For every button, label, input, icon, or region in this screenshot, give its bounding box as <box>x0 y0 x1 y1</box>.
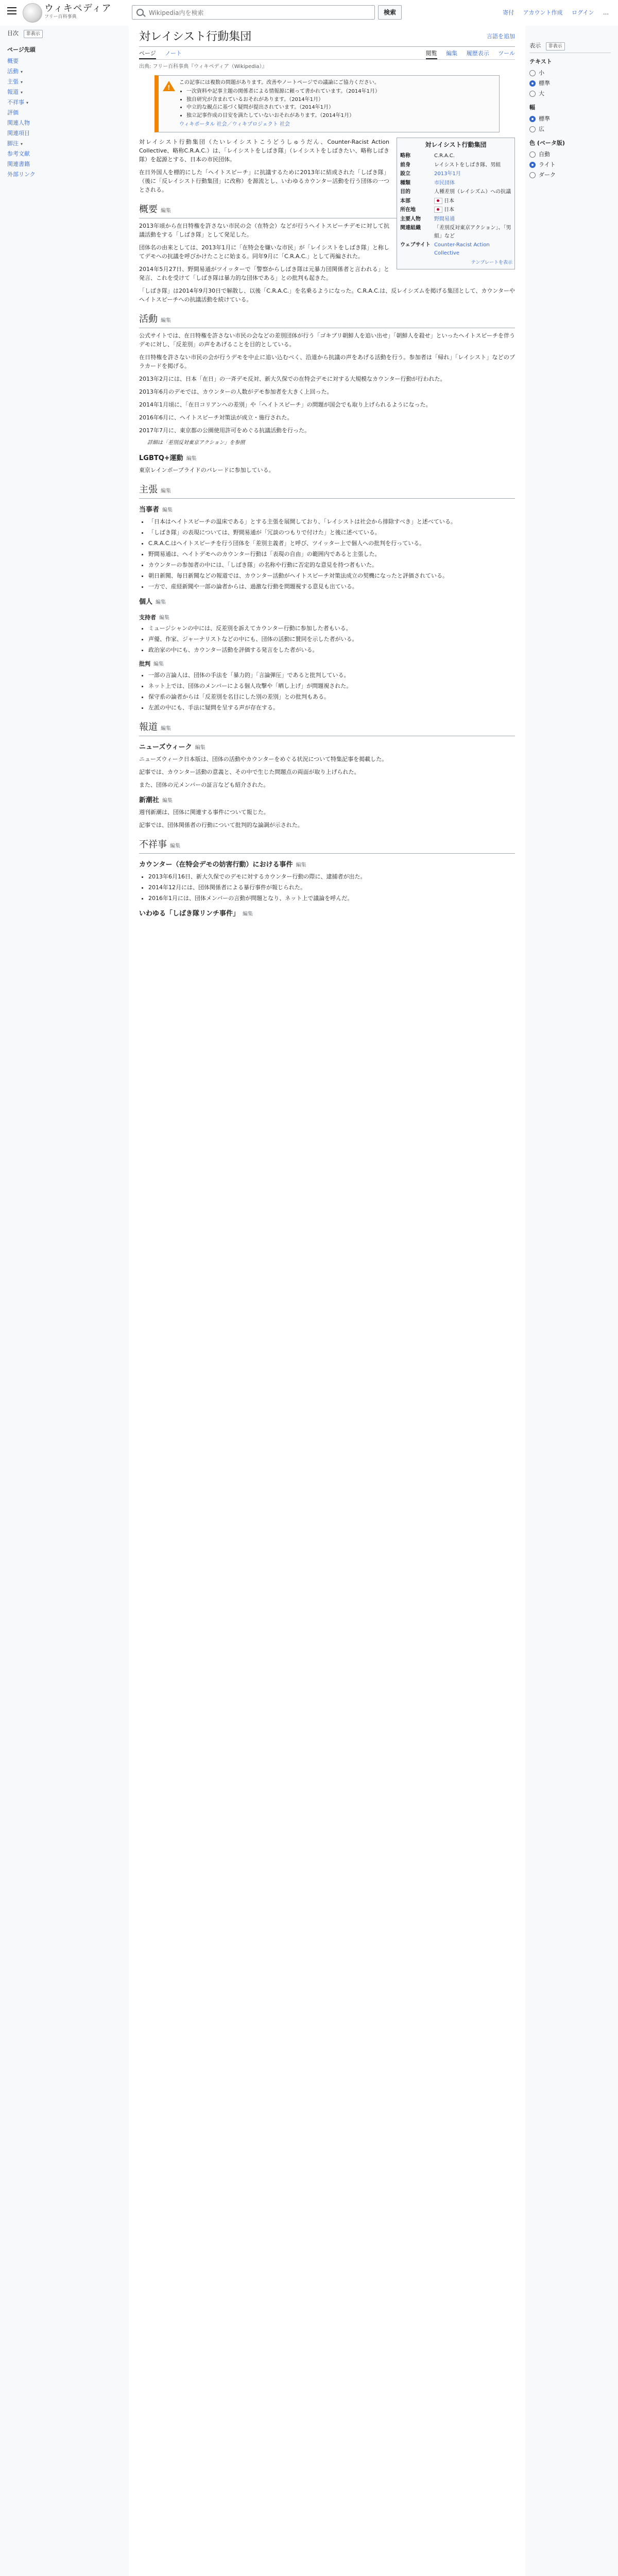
section-report <box>139 720 515 736</box>
radio-icon <box>529 151 536 158</box>
japan-flag-icon <box>434 207 442 213</box>
section-edit-link[interactable]: 編集 <box>162 798 173 804</box>
width-wide[interactable] <box>529 124 611 134</box>
infobox-value <box>433 206 512 215</box>
infobox-value-text: 人種差別（レイシズム）への抗議 <box>434 189 511 195</box>
infobox-value <box>433 170 512 179</box>
issue-item: • 独立記事作成の目安を満たしていないおそれがあります。（2014年1月） <box>186 112 495 120</box>
radio-label: 広 <box>539 126 544 133</box>
login-link[interactable]: ログイン <box>572 9 594 16</box>
infobox-value-text: 野間易通 <box>434 216 455 222</box>
tab-read[interactable]: 閲覧 <box>426 50 437 59</box>
chevron-down-icon[interactable]: ▾ <box>21 142 23 147</box>
infobox-value <box>433 197 512 206</box>
subsection-title: 支持者 <box>139 614 156 621</box>
radio-selected-icon <box>529 80 536 87</box>
more-options-icon[interactable]: … <box>603 9 609 16</box>
subsection-title: ニューズウィーク <box>139 743 192 751</box>
radio-label: 自動 <box>539 151 550 158</box>
search-button[interactable]: 検索 <box>378 5 402 20</box>
scandal-list <box>139 872 515 903</box>
tab-edit[interactable]: 編集 <box>446 50 458 57</box>
radio-selected-icon <box>529 116 536 122</box>
toc-hide-button[interactable]: 非表示 <box>24 30 43 38</box>
infobox-value-text: 市民団体 <box>434 180 455 186</box>
infobox-value-text: Counter-Racist Action Collective <box>434 242 490 256</box>
radio-icon <box>529 172 536 178</box>
paragraph: 公式サイトでは、在日特権を許さない市民の会などの差別団体が行う「ゴキブリ朝鮮人を追い出せ」「朝鮮人を殺せ」といったヘイトスピーチを伴うデモに対し、「反差別」の声をあげることを目的としている。 <box>139 332 515 348</box>
list-item: • 一方で、産経新聞や一部の論者からは、過激な行動を問題視する意見も出ている。 <box>148 582 515 591</box>
title-row <box>139 26 515 47</box>
newsweek-body <box>139 755 515 789</box>
paragraph: 在日外国人を標的にした「ヘイトスピーチ」に抗議するために2013年に結成された「しばき隊」（後に「反レイシスト行動集団」に改称）を源流とし、いわゆるカウンター活動を行う団体の一つとされる。 <box>139 168 389 193</box>
infobox-value-text: C.R.A.C. <box>434 153 455 159</box>
infobox-key: 略称 <box>400 153 410 159</box>
toc-item[interactable] <box>7 87 77 97</box>
issue-item: • 一次資料や記事主題の関係者による情報源に頼って書かれています。（2014年1月） <box>186 88 495 96</box>
wikipedia-wordmark[interactable] <box>44 4 111 20</box>
list-item: • 左派の中にも、手法に疑問を呈する声が存在する。 <box>148 703 515 712</box>
toc-item[interactable] <box>7 149 77 159</box>
list-item: • 2013年6月16日、新大久保でのデモに対するカウンター行動の際に、逮捕者が出た。 <box>148 872 515 881</box>
subsection-party <box>139 505 515 515</box>
list-item: • C.R.A.C.はヘイトスピーチを行う団体を「差別主義者」と呼び、ツイッター上で個人への批判を行っている。 <box>148 539 515 548</box>
chevron-down-icon[interactable]: ▾ <box>21 80 23 85</box>
toc-item[interactable] <box>7 159 77 170</box>
infobox-row <box>399 224 512 241</box>
list-item: • 保守系の論者からは「反差別を名目にした別の差別」との批判もある。 <box>148 692 515 701</box>
text-size-standard[interactable] <box>529 78 611 89</box>
paragraph: 2013年6月のデモでは、カウンターの人数がデモ参加者を大きく上回った。 <box>139 388 333 396</box>
toc-item[interactable] <box>7 77 77 87</box>
infobox-row <box>399 197 512 206</box>
issues-intro: この記事には複数の問題があります。改善やノートページでの議論にご協力ください。 <box>179 79 380 86</box>
section-edit-link[interactable]: 編集 <box>161 725 171 732</box>
paragraph: また、団体の元メンバーの証言なども紹介された。 <box>139 782 269 788</box>
issues-notice <box>154 75 500 132</box>
paragraph: ニューズウィーク日本版は、団体の活動やカウンターをめぐる状況について特集記事を掲載した。 <box>139 755 388 762</box>
subsection-title: 新潮社 <box>139 796 160 805</box>
subsection-shinchosha <box>139 795 515 806</box>
toc-item-label[interactable]: 参考文献 <box>7 150 30 158</box>
infobox-key: 本部 <box>400 198 410 204</box>
paragraph: 対レイシスト行動集団（たいレイシストこうどうしゅうだん、Counter-Racist Action Collective、略称C.R.A.C.）は、「レイシストをしばき隊」（レイシストをしばきたい、略称しばき隊）を起源とする、日本の市民団体。 <box>139 138 389 163</box>
section-activity <box>139 312 515 328</box>
claims-list <box>139 517 515 591</box>
appearance-panel <box>529 41 611 180</box>
section-edit-link[interactable]: 編集 <box>195 744 205 751</box>
section-edit-link[interactable]: 編集 <box>161 318 171 324</box>
toc-item[interactable] <box>7 139 77 149</box>
toc-list <box>0 56 77 180</box>
list-item: • 「しばき隊」の表現については、野間易通が「冗談のつもりで付けた」と後に述べている。 <box>148 528 515 537</box>
infobox-key: 目的 <box>400 189 410 195</box>
add-language-button[interactable]: 言語を追加 <box>487 33 515 40</box>
supporters-list <box>139 624 515 654</box>
list-item: • 朝日新聞、毎日新聞などの報道では、カウンター活動がヘイトスピーチ対策法成立の契機になったと評価されている。 <box>148 571 515 580</box>
subsection-title: 個人 <box>139 598 153 606</box>
toc-item-label[interactable]: 不祥事 <box>7 99 24 106</box>
paragraph: 在日特権を許さない市民の会が行うデモを中止に追い込むべく、沿道から抗議の声をあげる活動を行う。参加者は「帰れ」「レイシスト」などのプラカードを掲げる。 <box>139 354 515 370</box>
radio-label: 標準 <box>539 115 550 123</box>
list-item: • 野間易通は、ヘイトデモへのカウンター行動は「表現の自由」の範囲内であると主張した。 <box>148 550 515 558</box>
tab-tools[interactable]: ツール <box>498 50 515 57</box>
list-item: • ミュージシャンの中には、反差別を訴えてカウンター行動に参加した者もいる。 <box>148 624 515 633</box>
toc-item-label[interactable]: 概要 <box>7 58 19 65</box>
toc-item[interactable] <box>7 56 77 66</box>
radio-label: ダーク <box>539 172 556 179</box>
toc-title: 目次 <box>7 30 19 37</box>
infobox-key: 設立 <box>400 171 410 177</box>
page-tabs <box>139 47 515 60</box>
toc-item-label[interactable]: 活動 <box>7 68 19 75</box>
infobox-value <box>433 151 512 161</box>
paragraph: 「しばき隊」は2014年9月30日で解散し、以後「C.R.A.C.」を名乗るようになった。C.R.A.C.は、反レイシズムを掲げる集団として、カウンターやヘイトスピーチへの抗議活動を続けている。 <box>139 287 515 303</box>
issues-list <box>179 88 495 120</box>
subsection-critics <box>139 659 515 669</box>
tab-talk[interactable]: ノート <box>165 50 182 57</box>
list-item: • 一部の言論人は、団体の手法を「暴力的」「言論弾圧」であると批判している。 <box>148 671 515 680</box>
toc-top-link[interactable]: ページ先頭 <box>7 46 36 53</box>
radio-label: ライト <box>539 161 556 168</box>
infobox-value-text: 日本 <box>444 207 454 213</box>
from-wikipedia: 出典: フリー百科事典『ウィキペディア（Wikipedia）』 <box>139 64 267 70</box>
infobox-key: ウェブサイト <box>400 242 431 248</box>
chevron-down-icon[interactable]: ▾ <box>21 70 23 75</box>
paragraph: 2013年2月には、日本「在日」の一斉デモ反対、新大久保での在特会デモに対する大規模なカウンター行動が行われた。 <box>139 376 446 383</box>
appearance-title: 表示 <box>529 42 541 49</box>
paragraph: 週刊新潮は、団体に関連する事件について報じた。 <box>139 809 269 816</box>
infobox-table <box>399 151 512 258</box>
subsection-title: いわゆる「しばき隊リンチ事件」 <box>139 910 240 918</box>
search-input[interactable] <box>148 7 340 19</box>
tab-history[interactable]: 履歴表示 <box>466 50 489 57</box>
section-edit-link[interactable]: 編集 <box>153 662 164 668</box>
infobox-key: 種類 <box>400 180 410 186</box>
toc-item-label[interactable]: 関連書籍 <box>7 161 30 168</box>
section-edit-link[interactable]: 編集 <box>156 600 166 606</box>
appearance-header <box>529 41 611 53</box>
radio-selected-icon <box>529 162 536 168</box>
section-title: 報道 <box>139 721 158 733</box>
subsection-counter-incidents <box>139 860 515 870</box>
infobox-row <box>399 188 512 197</box>
toc-item-label[interactable]: 脚注 <box>7 140 19 147</box>
text-size-small[interactable] <box>529 68 611 78</box>
list-item: • 2016年1月には、団体メンバーの言動が問題となり、ネット上で議論を呼んだ。 <box>148 894 515 903</box>
infobox-row <box>399 215 512 224</box>
toc-item-label[interactable]: 主張 <box>7 78 19 86</box>
toc-item[interactable] <box>7 118 77 128</box>
list-item: • 声優、作家、ジャーナリストなどの中にも、団体の活動に賛同を示した者がいる。 <box>148 635 515 643</box>
search-box[interactable] <box>132 5 375 20</box>
section-edit-link[interactable]: 編集 <box>159 615 169 621</box>
paragraph: 2017年7月に、東京都の公園使用許可をめぐる抗議活動を行った。 <box>139 427 310 434</box>
color-label: 色 (ベータ版) <box>529 140 565 147</box>
infobox-value <box>433 161 512 170</box>
list-item: • ネット上では、団体のメンバーによる個人攻撃や「晒し上げ」が問題視された。 <box>148 682 515 690</box>
radio-label: 小 <box>539 70 544 77</box>
create-account-link[interactable]: アカウント作成 <box>523 9 563 16</box>
toc-sidebar <box>0 26 77 180</box>
radio-icon <box>529 70 536 76</box>
paragraph: 記事では、カウンター活動の意義と、その中で生じた問題点の両面が取り上げられた。 <box>139 768 360 775</box>
section-scandal <box>139 838 515 854</box>
infobox-key: 関連組織 <box>400 225 421 231</box>
infobox-key: 所在地 <box>400 207 416 213</box>
section-edit-link[interactable]: 編集 <box>243 911 253 918</box>
section-edit-link[interactable]: 編集 <box>170 843 180 850</box>
infobox-key: 前身 <box>400 162 410 168</box>
user-links <box>495 8 609 17</box>
donate-link[interactable]: 寄付 <box>503 9 514 16</box>
paragraph: 2013年頃から在日特権を許さない市民の会（在特会）などが行うヘイトスピーチデモに対して抗議活動をする「しばき隊」として発足した。 <box>139 222 389 238</box>
chevron-down-icon[interactable]: ▾ <box>21 90 23 95</box>
list-item: • 「日本はヘイトスピーチの温床である」とする主張を展開しており、「レイシストは社会から排除すべき」と述べている。 <box>148 517 515 526</box>
infobox-value <box>433 241 512 258</box>
infobox-value <box>433 188 512 197</box>
infobox-row <box>399 179 512 188</box>
section-edit-link[interactable]: 編集 <box>296 862 306 869</box>
lgbt-paragraph: 東京レインボープライドのパレードに参加している。 <box>139 467 274 473</box>
toc-item[interactable] <box>7 128 77 139</box>
radio-label: 標準 <box>539 80 550 87</box>
subsection-individuals <box>139 597 515 607</box>
critics-list <box>139 671 515 712</box>
subsection-newsweek <box>139 742 515 753</box>
toc-item[interactable] <box>7 66 77 77</box>
infobox-row <box>399 161 512 170</box>
main-menu-icon[interactable] <box>7 7 16 14</box>
color-light[interactable] <box>529 160 611 170</box>
subsection-title: 批判 <box>139 660 150 668</box>
section-edit-link[interactable]: 編集 <box>186 455 197 462</box>
search-icon <box>136 9 144 16</box>
paragraph: 記事では、団体関係者の行動について批判的な論調が示された。 <box>139 822 303 829</box>
section-claims <box>139 483 515 499</box>
chevron-down-icon[interactable]: ▾ <box>26 100 29 106</box>
toc-item-label[interactable]: 外部リンク <box>7 171 36 178</box>
wikipedia-logo-icon[interactable] <box>23 3 42 23</box>
infobox-value <box>433 215 512 224</box>
section-title: 活動 <box>139 314 158 325</box>
toc-item-label[interactable]: 評価 <box>7 109 19 116</box>
tab-page[interactable]: ページ <box>139 50 156 59</box>
toc-item-label[interactable]: 関連人物 <box>7 120 30 127</box>
section-title: 主張 <box>139 484 158 496</box>
text-size-label: テキスト <box>529 58 552 65</box>
infobox-value-text: 「差別反対東京アクション」、「男組」など <box>434 225 511 239</box>
toc-item-label[interactable]: 関連項目 <box>7 130 30 137</box>
radio-label: 大 <box>539 90 544 97</box>
main-content <box>129 26 525 2576</box>
section-title: 概要 <box>139 204 158 215</box>
infobox-value <box>433 224 512 241</box>
subsection-title: カウンター（在特会デモの妨害行動）における事件 <box>139 861 293 869</box>
color-dark[interactable] <box>529 170 611 180</box>
paragraph: 2014年1月頃に、「在日コリアンへの差別」や「ヘイトスピーチ」の問題が国会でも取り上げられるようになった。 <box>139 401 432 409</box>
top-header <box>0 0 618 26</box>
infobox-key: 主要人物 <box>400 216 421 222</box>
paragraph: 2014年5月27日、野間易通がツイッターで「警察からしばき隊は元暴力団関係者と言われる」と発言、これを受けて「しばき隊は暴力的な団体である」との批判も起きた。 <box>139 265 389 281</box>
infobox-row <box>399 170 512 179</box>
section-edit-link[interactable]: 編集 <box>161 208 171 214</box>
width-standard[interactable] <box>529 114 611 124</box>
appearance-hide-button[interactable]: 非表示 <box>546 42 565 50</box>
width-label: 幅 <box>529 104 535 111</box>
issue-item: • 中立的な観点に基づく疑問が提出されています。（2014年1月） <box>186 104 495 112</box>
infobox-row <box>399 241 512 258</box>
issues-footer[interactable]: ウィキポータル 社会／ウィキプロジェクト 社会 <box>179 122 290 127</box>
issue-item: • 独自研究が含まれているおそれがあります。（2014年1月） <box>186 96 495 104</box>
infobox-value-text: 2013年1月 <box>434 171 461 177</box>
list-item: • 政治家の中にも、カウンター活動を評価する発言をした者がいる。 <box>148 646 515 654</box>
toc-item[interactable] <box>7 97 77 108</box>
section-edit-link[interactable]: 編集 <box>161 488 171 495</box>
infobox-row <box>399 206 512 215</box>
infobox-row <box>399 151 512 161</box>
subsection-lgbt <box>139 453 515 464</box>
infobox-edit-link[interactable]: テンプレートを表示 <box>471 260 512 266</box>
page-title: 対レイシスト行動集団 <box>139 30 252 43</box>
infobox-title: 対レイシスト行動集団 <box>425 141 487 148</box>
toc-header <box>7 29 77 38</box>
paragraph: 団体名の由来としては、2013年1月に「在特会を嫌いな市民」が「レイシストをしばき隊」と称してデモへの抗議を呼びかけたことに始まる。同年9月に「C.R.A.C.」として再編された。 <box>139 244 389 260</box>
text-size-large[interactable] <box>529 89 611 99</box>
list-item: • 2014年12月には、団体関係者による暴行事件が報じられた。 <box>148 883 515 892</box>
infobox-value-text: レイシストをしばき隊、男組 <box>434 162 501 168</box>
subsection-title: 当事者 <box>139 505 160 514</box>
section-edit-link[interactable]: 編集 <box>162 507 173 513</box>
activity-body <box>139 331 515 435</box>
hatnote: 詳細は「差別反対東京アクション」を参照 <box>147 440 245 446</box>
logo-subtitle: フリー百科事典 <box>44 14 77 20</box>
paragraph: 2016年6月に、ヘイトスピーチ対策法が成立・施行された。 <box>139 414 293 421</box>
toc-item[interactable] <box>7 108 77 118</box>
infobox-value-text: 日本 <box>444 198 454 204</box>
infobox <box>397 138 515 270</box>
logo-title: ウィキペディア <box>44 3 112 14</box>
section-title: 不祥事 <box>139 839 167 851</box>
subsection-lynch-incident <box>139 909 515 919</box>
list-item: • カウンターの参加者の中には、「しばき隊」の名称や行動に否定的な意見を持つ者もいた。 <box>148 561 515 569</box>
shinchosha-body <box>139 808 515 829</box>
subsection-title: LGBTQ+運動 <box>139 454 183 462</box>
radio-icon <box>529 126 536 132</box>
toc-item-label[interactable]: 報道 <box>7 89 19 96</box>
toc-item[interactable] <box>7 170 77 180</box>
subsection-supporters <box>139 613 515 622</box>
warning-icon <box>163 81 175 91</box>
radio-icon <box>529 91 536 97</box>
color-auto[interactable] <box>529 149 611 160</box>
japan-flag-icon <box>434 198 442 204</box>
infobox-value <box>433 179 512 188</box>
